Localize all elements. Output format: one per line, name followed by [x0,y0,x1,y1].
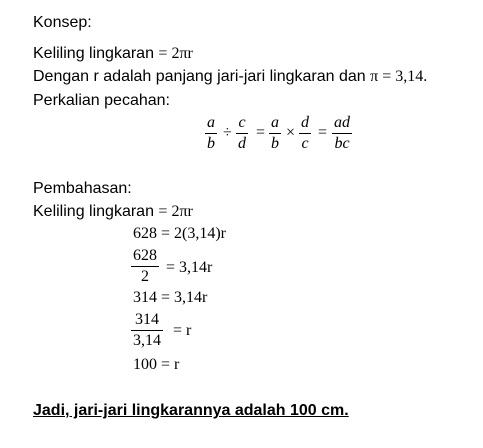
fraction-d-c: d c [301,114,309,152]
step-2-rhs: = 3,14r [166,259,213,276]
keliling-label: Keliling lingkaran [33,45,154,62]
pembahasan-keliling-line [33,203,193,221]
konsep-keliling-line [33,45,193,63]
times-sign: × [286,124,296,141]
divide-sign: ÷ [223,124,232,141]
keliling-formula: = 2πr [158,45,193,62]
pembahasan-heading: Pembahasan: [33,180,132,197]
step-4-fraction: 314 3,14 [133,311,161,349]
konsep-dengan-line [33,68,427,86]
conclusion: Jadi, jari-jari lingkarannya adalah 100 cm. [33,402,349,419]
equals-sign-2: = [318,124,328,141]
dengan-text: Dengan r adalah panjang jari-jari lingkaran dan [33,68,366,85]
step-5: 100 = r [133,356,180,373]
step-1: 628 = 2(3,14)r [133,225,227,242]
keliling-label-2: Keliling lingkaran [33,203,154,220]
fraction-a-b: a b [207,114,215,152]
fraction-c-d: c d [238,114,246,152]
keliling-formula-2: = 2πr [158,203,193,220]
perkalian-heading: Perkalian pecahan: [33,92,170,109]
pi-value: π = 3,14. [370,68,428,85]
step-3: 314 = 3,14r [133,289,208,306]
step-2-fraction: 628 2 [133,247,157,285]
konsep-heading: Konsep: [33,14,92,31]
step-4-rhs: = r [173,322,192,339]
fraction-ad-bc: ad bc [334,114,350,152]
equals-sign-1: = [256,124,266,141]
fraction-a-b-2: a b [271,114,279,152]
